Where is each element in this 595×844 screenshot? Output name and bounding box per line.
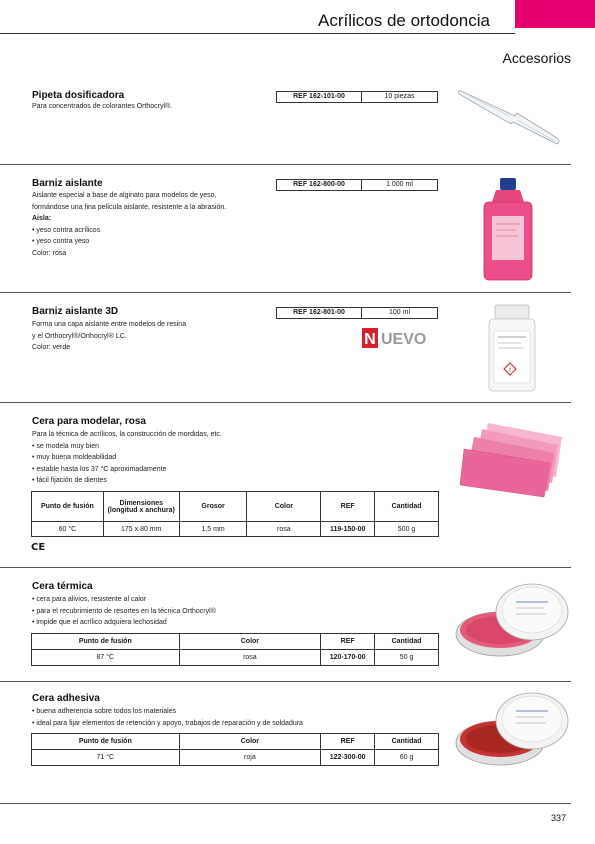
table-cell: roja (179, 750, 321, 766)
section-divider (0, 402, 571, 403)
bullet-item: • fácil fijación de dientes (32, 477, 107, 484)
desc-line: Para concentrados de colorantes Orthocryl®. (32, 103, 173, 110)
table-header: Cantidad (375, 492, 439, 522)
section-title: Accesorios (502, 50, 571, 66)
table-header: REF (321, 734, 375, 750)
table-cell: 122-300-00 (321, 750, 375, 766)
table-cell: 175 x 80 mm (103, 522, 179, 537)
table-cell: 500 g (375, 522, 439, 537)
spec-table-cera-modelar (31, 491, 439, 537)
color-line: Color: rosa (32, 249, 67, 257)
table-header: Punto de fusión (32, 734, 180, 750)
product-desc-cera-modelar (32, 429, 222, 487)
desc-line: Aislante especial a base de alginato para modelos de yeso, (32, 192, 217, 199)
svg-text:N: N (364, 331, 376, 348)
table-cell: 60 g (375, 750, 439, 766)
bullet-item: • buena adherencia sobre todos los materiales (32, 708, 177, 715)
table-row (32, 522, 439, 537)
table-header: Punto de fusión (32, 492, 104, 522)
product-title-barniz: Barniz aislante (32, 178, 103, 189)
ref-quantity: 100 ml (388, 309, 410, 316)
ref-box-barniz3d (276, 307, 438, 319)
ref-code: REF 162-801-00 (277, 308, 362, 318)
desc-label: Aisla: (32, 215, 52, 222)
bullet-item: • estable hasta los 37 °C aproximadamente (32, 465, 167, 473)
table-row (32, 650, 439, 666)
desc-line: Color: verde (32, 344, 71, 351)
pipette-image (455, 86, 565, 156)
ref-code: REF 162-800-00 (277, 180, 362, 190)
ref-box-pipeta (276, 91, 438, 103)
section-divider (0, 292, 571, 293)
product-desc-pipeta (32, 101, 172, 113)
bullet-item: • yeso contra acrílicos (32, 226, 101, 234)
product-title-barniz3d: Barniz aislante 3D (32, 306, 119, 317)
svg-text:UEVO: UEVO (381, 331, 427, 348)
section-divider (0, 164, 571, 165)
desc-line: Para la técnica de acrílicos, la construcción de mordidas, etc. (32, 431, 222, 438)
desc-line: Forma una capa aislante entre modelos de resina (32, 321, 187, 328)
jar-image (485, 303, 540, 393)
product-title-cera-adhesiva: Cera adhesiva (32, 693, 100, 704)
table-header-row (32, 492, 439, 522)
footer-divider (0, 803, 571, 804)
table-header: Color (179, 634, 321, 650)
table-cell: 119-150-00 (321, 522, 375, 537)
table-header: Grosor (179, 492, 247, 522)
section-divider (0, 681, 571, 682)
table-cell: 1,5 mm (179, 522, 247, 537)
page-title: Acrílicos de ortodoncia (318, 11, 490, 30)
spec-table-cera-adhesiva (31, 733, 439, 766)
bullet-item: • cera para alivios, resistente al calor (32, 596, 147, 603)
product-desc-barniz3d (32, 319, 186, 354)
ref-box-barniz (276, 179, 438, 191)
product-title-pipeta: Pipeta dosificadora (32, 90, 125, 101)
table-cell: 50 g (375, 650, 439, 666)
header-divider (0, 33, 515, 34)
bullet-item: • se modela muy bien (32, 442, 100, 450)
bullet-item: • muy buena moldeabilidad (32, 454, 117, 461)
table-header: Punto de fusión (32, 634, 180, 650)
ref-code: REF 162-101-00 (277, 92, 362, 102)
table-header: Dimensiones (longitud x anchura) (103, 492, 179, 522)
table-header: Cantidad (375, 734, 439, 750)
page-number: 337 (551, 813, 567, 823)
table-cell: rosa (179, 650, 321, 666)
product-desc-cera-adhesiva (32, 706, 303, 729)
bullet-item: • impide que el acrílico adquiera lechosidad (32, 619, 167, 626)
table-header: Cantidad (375, 634, 439, 650)
product-desc-barniz (32, 190, 226, 259)
svg-text:!: ! (508, 367, 512, 374)
table-cell: 120-170-00 (321, 650, 375, 666)
new-badge (362, 327, 440, 349)
ref-quantity: 10 piezas (384, 93, 415, 100)
bullet-item: • ideal para fijar elementos de retención y apoyo, trabajos de reparación y de soldadura (32, 719, 303, 727)
accent-tab (515, 0, 595, 28)
ref-quantity: 1.000 ml (386, 181, 413, 188)
wax-tin-image (452, 578, 572, 668)
table-header: REF (321, 492, 375, 522)
table-cell: rosa (247, 522, 321, 537)
table-cell: 71 °C (32, 750, 180, 766)
section-divider (0, 567, 571, 568)
desc-line: formándose una fina película aislante, resistente a la abrasión. (32, 203, 227, 211)
table-header: REF (321, 634, 375, 650)
table-header: Color (179, 734, 321, 750)
product-title-cera-termica: Cera térmica (32, 581, 93, 592)
bullet-item: • yeso contra yeso (32, 238, 90, 245)
bottle-image (478, 176, 538, 284)
table-header-row (32, 634, 439, 650)
adhesive-wax-tin-image (452, 687, 572, 777)
table-cell: 60 °C (32, 522, 104, 537)
ce-mark: CE (31, 542, 46, 553)
table-header: Color (247, 492, 321, 522)
table-cell: 87 °C (32, 650, 180, 666)
product-title-cera-modelar: Cera para modelar, rosa (32, 416, 146, 427)
product-desc-cera-termica (32, 594, 216, 629)
desc-line: y el Orthocryl®/Orthocryl® LC. (32, 332, 127, 340)
spec-table-cera-termica (31, 633, 439, 666)
table-row (32, 750, 439, 766)
table-header-row (32, 734, 439, 750)
bullet-item: • para el recubrimiento de resortes en la técnica Orthocryl® (32, 607, 216, 615)
wax-sheets-image (458, 415, 570, 500)
